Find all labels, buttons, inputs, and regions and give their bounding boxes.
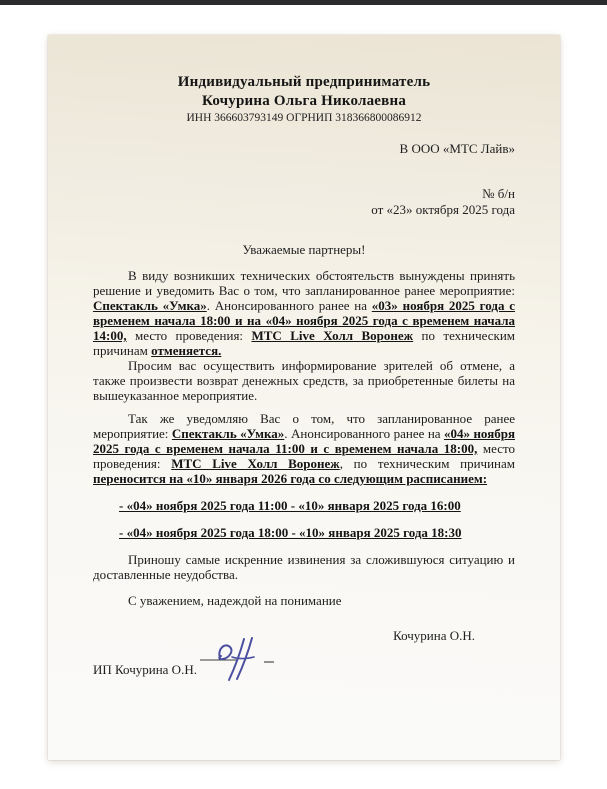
- closing-line: С уважением, надеждой на понимание: [128, 593, 342, 608]
- scan-top-edge: [0, 0, 607, 5]
- entity-name-heading: Кочурина Ольга Николаевна: [201, 93, 407, 109]
- paragraph-cancellation: В виду возникших технических обстоятельств вынуждены принять решение и уведомить Вас о том, что запланированное ранее мероприятие: Спектакль «Умка». Анонсированного ранее на «03» ноября 2025 года с временем начала 18:00 и на «04» ноября 2025 года с временем начала 14:00, место проведения: МТС Live Холл Воронеж по техническим причинам отменяется.: [93, 268, 516, 358]
- entity-type-heading: Индивидуальный предприниматель: [177, 74, 431, 90]
- signatory-right-name: Кочурина О.Н.: [393, 628, 475, 643]
- recipient-line: В ООО «МТС Лайв»: [399, 141, 515, 156]
- signatory-left-label: ИП Кочурина О.Н.: [93, 662, 197, 677]
- registration-numbers: ИНН 366603793149 ОГРНИП 318366800086912: [186, 112, 422, 124]
- paragraph-reschedule: Так же уведомляю Вас о том, что запланированное ранее мероприятие: Спектакль «Умка». Анонсированного ранее на «04» ноября 2025 года с временем начала 11:00 и с временем начала 18:00, место проведения: МТС Live Холл Воронеж, по техническим причинам переносится на «10» января 2026 года со следующим расписанием:: [93, 411, 515, 486]
- signature-row: [93, 628, 515, 678]
- schedule-line: - «04» ноября 2025 года 11:00 - «10» января 2025 года 16:00: [119, 498, 461, 513]
- handwritten-signature-icon: [198, 637, 276, 683]
- scanned-letter-page: [48, 35, 560, 760]
- paragraph-refund: Просим вас осуществить информирование зрителей об отмене, а также произвести возврат денежных средств, за приобретенные билеты на вышеуказанное мероприятие.: [93, 358, 515, 403]
- doc-date: от «23» октября 2025 года: [371, 202, 515, 217]
- doc-number: № б/н: [482, 186, 515, 201]
- salutation: Уважаемые партнеры!: [242, 242, 366, 257]
- paragraph-apology: Приношу самые искренние извинения за сложившуюся ситуацию и доставленные неудобства.: [93, 552, 515, 582]
- schedule-line: - «04» ноября 2025 года 18:00 - «10» января 2025 года 18:30: [119, 525, 462, 540]
